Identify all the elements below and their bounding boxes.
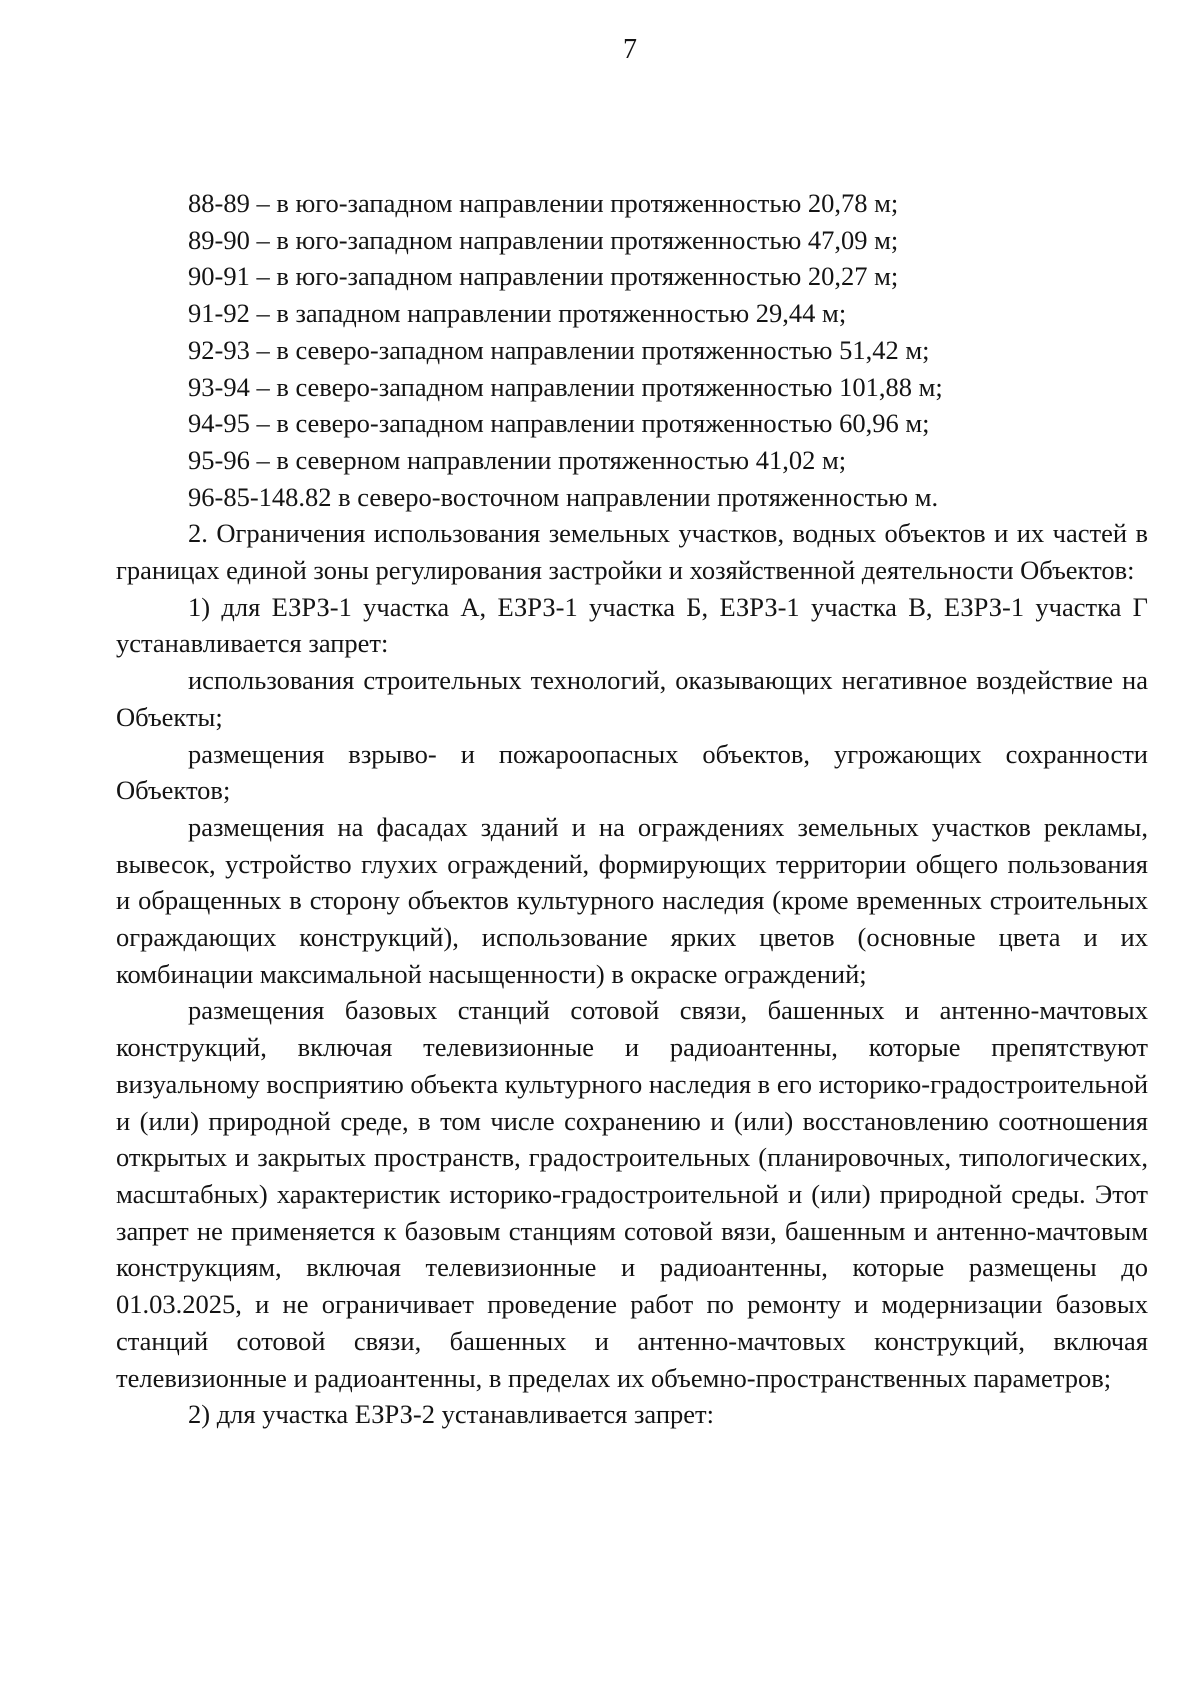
boundary-segment: 93-94 – в северо-западном направлении протяженностью 101,88 м; — [188, 371, 943, 402]
subsection-2-heading: 2) для участка ЕЗРЗ-2 устанавливается запрет: — [188, 1399, 714, 1430]
subsection-1-heading: 1) для ЕЗРЗ-1 участка А, ЕЗРЗ-1 участка Б, ЕЗРЗ-1 участка В, ЕЗРЗ-1 участка Г устанавливается запрет: — [116, 591, 1148, 659]
boundary-segment: 90-91 – в юго-западном направлении протяженностью 20,27 м; — [188, 261, 899, 292]
boundary-segment: 94-95 – в северо-западном направлении протяженностью 60,96 м; — [188, 408, 930, 439]
boundary-segment: 89-90 – в юго-западном направлении протяженностью 47,09 м; — [188, 224, 899, 255]
section-2-intro: 2. Ограничения использования земельных участков, водных объектов и их частей в границах единой зоны регулирования застройки и хозяйственной деятельности Объектов: — [116, 518, 1148, 586]
boundary-segment: 96-85-148.82 в северо-восточном направлении протяженностью м. — [188, 481, 939, 512]
prohibition-item: размещения на фасадах зданий и на ограждениях земельных участков рекламы, вывесок, устройство глухих ограждений, формирующих территории общего пользования и обращенных в сторону объектов культурного наследия (кроме временных строительных ограждающих конструкций), использование ярких цветов (основные цвета и их комбинации максимальной насыщенности) в окраске ограждений; — [116, 811, 1148, 989]
boundary-segment: 95-96 – в северном направлении протяженностью 41,02 м; — [188, 444, 847, 475]
document-body — [116, 185, 1148, 1433]
boundary-segment-list — [116, 185, 1148, 515]
boundary-segment: 91-92 – в западном направлении протяженностью 29,44 м; — [188, 298, 847, 329]
page-number: 7 — [623, 34, 637, 65]
boundary-segment: 92-93 – в северо-западном направлении протяженностью 51,42 м; — [188, 334, 930, 365]
boundary-segment: 88-89 – в юго-западном направлении протяженностью 20,78 м; — [188, 188, 899, 218]
prohibition-item: размещения взрыво- и пожароопасных объектов, угрожающих сохранности Объектов; — [116, 738, 1148, 806]
prohibition-item: размещения базовых станций сотовой связи, башенных и антенно-мачтовых конструкций, включая телевизионные и радиоантенны, которые препятствуют визуальному восприятию объекта культурного наследия в его историко-градостроительной и (или) природной среде, в том числе сохранению и (или) восстановлению соотношения открытых и закрытых пространств, градостроительных (планировочных, типологических, масштабных) характеристик историко-градостроительной и (или) природной среды. Этот запрет не применяется к базовым станциям сотовой вязи, башенным и антенно-мачтовым конструкциям, включая телевизионные и радиоантенны, которые размещены до 01.03.2025, и не ограничивает проведение работ по ремонту и модернизации базовых станций сотовой связи, башенных и антенно-мачтовых конструкций, включая телевизионные и радиоантенны, в пределах их объемно-пространственных параметров; — [116, 995, 1149, 1393]
prohibition-item: использования строительных технологий, оказывающих негативное воздействие на Объекты; — [116, 665, 1148, 732]
